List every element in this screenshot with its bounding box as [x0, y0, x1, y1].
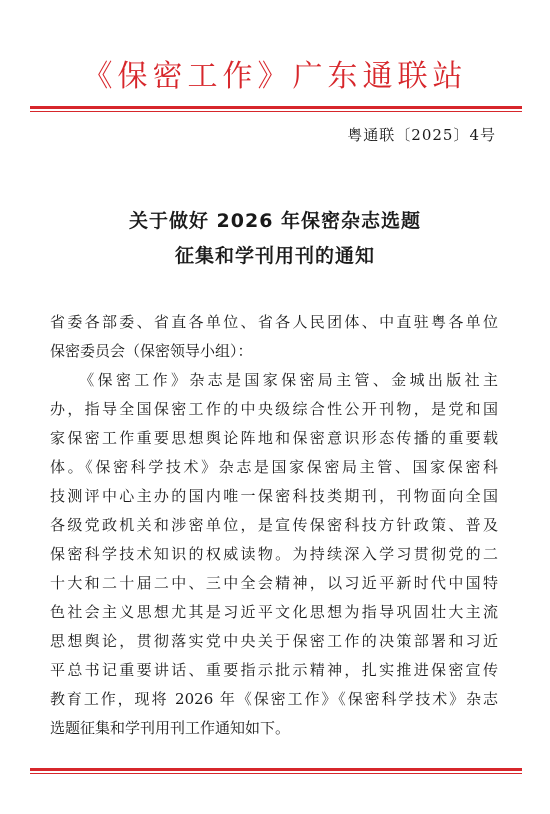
- body-text-line: 体。《保密科学技术》杂志是国家保密局主管、国家保密科: [50, 458, 498, 476]
- body-text-line: 各级党政机关和涉密单位，是宣传保密科技方针政策、普及: [50, 516, 498, 534]
- body-text-line: 选题征集和学刊用刊工作通知如下。: [50, 719, 291, 737]
- document-number: 粤通联〔2025〕4号: [347, 126, 496, 144]
- body-text-line: 色社会主义思想尤其是习近平文化思想为指导巩固壮大主流: [50, 603, 498, 621]
- masthead-divider-thick: [30, 106, 522, 109]
- body-text-line: 省委各部委、省直各单位、省各人民团体、中直驻粤各单位: [50, 313, 498, 331]
- body-text-line: 家保密工作重要思想舆论阵地和保密意识形态传播的重要载: [50, 429, 498, 447]
- body-text-line: 技测评中心主办的国内唯一保密科技类期刊，刊物面向全国: [50, 487, 498, 505]
- body-text-line: 《保密工作》杂志是国家保密局主管、金城出版社主: [50, 371, 498, 389]
- body-text-line: 思想舆论，贯彻落实党中央关于保密工作的决策部署和习近: [50, 632, 498, 650]
- masthead-title: 《保密工作》广东通联站: [82, 59, 468, 94]
- footer-divider-thick: [30, 768, 522, 771]
- notice-title-line-1: 关于做好 2026 年保密杂志选题: [128, 210, 422, 232]
- body-text-line: 十大和二十届二中、三中全会精神，以习近平新时代中国特: [50, 574, 498, 592]
- notice-title-line-2: 征集和学刊用刊的通知: [174, 245, 375, 267]
- masthead-divider-thin: [30, 111, 522, 112]
- body-text-line: 教育工作，现将 2026 年《保密工作》《保密科学技术》杂志: [50, 690, 498, 708]
- body-text-line: 保密委员会（保密领导小组）：: [50, 342, 253, 360]
- body-text-line: 办，指导全国保密工作的中央级综合性公开刊物，是党和国: [50, 400, 498, 418]
- body-text-line: 保密科学技术知识的权威读物。为持续深入学习贯彻党的二: [50, 545, 498, 563]
- footer-divider-thin: [30, 773, 522, 774]
- body-text-line: 平总书记重要讲话、重要指示批示精神，扎实推进保密宣传: [50, 661, 498, 679]
